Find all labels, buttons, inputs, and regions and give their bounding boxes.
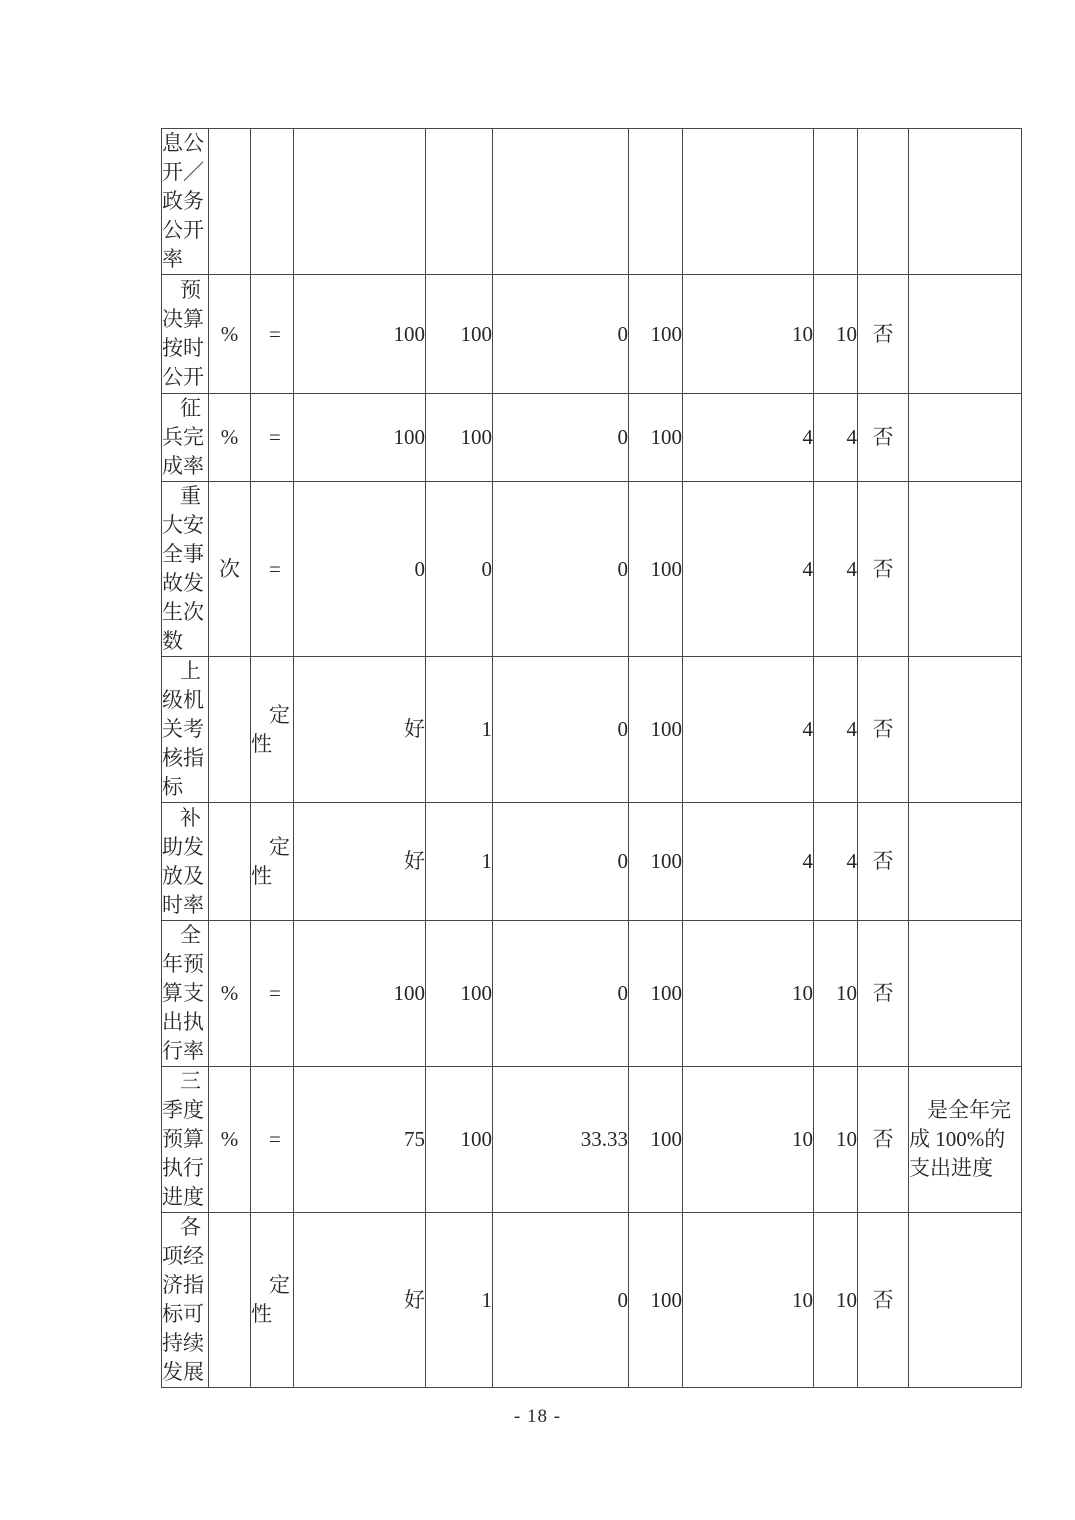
score-cell: 10: [814, 1067, 858, 1213]
indicator-cell: 各项经济指标可持续发展: [162, 1213, 209, 1388]
table-row: [162, 921, 1022, 1067]
weight-cell: 10: [683, 275, 814, 394]
note-cell: [909, 657, 1022, 803]
deviation-flag-cell: 否: [858, 1067, 909, 1213]
table-row: [162, 129, 1022, 275]
note-cell: [909, 129, 1022, 275]
deviation-rate-cell: 0: [493, 275, 629, 394]
indicator-cell: 补助发放及时率: [162, 803, 209, 921]
weight-cell: 4: [683, 657, 814, 803]
nature-cell: =: [251, 394, 294, 482]
nature-cell: =: [251, 275, 294, 394]
deviation-flag-cell: 否: [858, 275, 909, 394]
note-cell: [909, 803, 1022, 921]
note-cell: [909, 921, 1022, 1067]
score-cell: 4: [814, 394, 858, 482]
annual-target-cell: 0: [294, 482, 426, 657]
completion-rate-cell: 100: [629, 921, 683, 1067]
annual-target-cell: [294, 129, 426, 275]
deviation-flag-cell: 否: [858, 921, 909, 1067]
deviation-flag-cell: 否: [858, 482, 909, 657]
annual-target-cell: 100: [294, 394, 426, 482]
unit-cell: [209, 657, 251, 803]
unit-cell: [209, 803, 251, 921]
unit-cell: %: [209, 275, 251, 394]
score-cell: 10: [814, 921, 858, 1067]
score-cell: 10: [814, 1213, 858, 1388]
completion-rate-cell: 100: [629, 275, 683, 394]
table-row: [162, 1067, 1022, 1213]
nature-cell: =: [251, 1067, 294, 1213]
score-cell: 4: [814, 657, 858, 803]
nature-cell: =: [251, 921, 294, 1067]
deviation-flag-cell: 否: [858, 657, 909, 803]
score-cell: 4: [814, 482, 858, 657]
actual-value-cell: 1: [426, 1213, 493, 1388]
actual-value-cell: 1: [426, 803, 493, 921]
actual-value-cell: 100: [426, 1067, 493, 1213]
score-cell: 4: [814, 803, 858, 921]
table-row: [162, 394, 1022, 482]
unit-cell: [209, 129, 251, 275]
unit-cell: %: [209, 1067, 251, 1213]
deviation-rate-cell: 0: [493, 482, 629, 657]
actual-value-cell: [426, 129, 493, 275]
weight-cell: 4: [683, 803, 814, 921]
note-cell: [909, 482, 1022, 657]
deviation-flag-cell: 否: [858, 394, 909, 482]
annual-target-cell: 好: [294, 657, 426, 803]
weight-cell: 10: [683, 1213, 814, 1388]
note-cell: [909, 1213, 1022, 1388]
weight-cell: 10: [683, 921, 814, 1067]
actual-value-cell: 100: [426, 275, 493, 394]
note-cell: [909, 275, 1022, 394]
indicator-cell: 三季度预算执行进度: [162, 1067, 209, 1213]
weight-cell: 4: [683, 394, 814, 482]
deviation-rate-cell: 0: [493, 921, 629, 1067]
table-row: [162, 275, 1022, 394]
deviation-rate-cell: [493, 129, 629, 275]
annual-target-cell: 75: [294, 1067, 426, 1213]
deviation-flag-cell: [858, 129, 909, 275]
actual-value-cell: 100: [426, 921, 493, 1067]
completion-rate-cell: 100: [629, 803, 683, 921]
indicator-cell: 息公开／政务公开率: [162, 129, 209, 275]
table-row: [162, 803, 1022, 921]
weight-cell: 10: [683, 1067, 814, 1213]
nature-cell: =: [251, 482, 294, 657]
indicator-cell: 征兵完成率: [162, 394, 209, 482]
unit-cell: %: [209, 921, 251, 1067]
completion-rate-cell: 100: [629, 394, 683, 482]
indicator-cell: 重大安全事故发生次数: [162, 482, 209, 657]
deviation-rate-cell: 0: [493, 803, 629, 921]
note-cell: [909, 394, 1022, 482]
annual-target-cell: 100: [294, 275, 426, 394]
actual-value-cell: 100: [426, 394, 493, 482]
completion-rate-cell: 100: [629, 657, 683, 803]
table-row: [162, 482, 1022, 657]
completion-rate-cell: 100: [629, 1067, 683, 1213]
score-cell: [814, 129, 858, 275]
completion-rate-cell: 100: [629, 1213, 683, 1388]
deviation-flag-cell: 否: [858, 803, 909, 921]
unit-cell: %: [209, 394, 251, 482]
nature-cell: 定性: [251, 657, 294, 803]
annual-target-cell: 好: [294, 803, 426, 921]
unit-cell: [209, 1213, 251, 1388]
indicator-cell: 上级机关考核指标: [162, 657, 209, 803]
weight-cell: 4: [683, 482, 814, 657]
table-row: [162, 657, 1022, 803]
nature-cell: 定性: [251, 803, 294, 921]
deviation-rate-cell: 33.33: [493, 1067, 629, 1213]
deviation-flag-cell: 否: [858, 1213, 909, 1388]
weight-cell: [683, 129, 814, 275]
table-row: [162, 1213, 1022, 1388]
page-number: - 18 -: [513, 1406, 562, 1427]
annual-target-cell: 100: [294, 921, 426, 1067]
annual-target-cell: 好: [294, 1213, 426, 1388]
deviation-rate-cell: 0: [493, 1213, 629, 1388]
indicator-cell: 全年预算支出执行率: [162, 921, 209, 1067]
actual-value-cell: 0: [426, 482, 493, 657]
completion-rate-cell: 100: [629, 482, 683, 657]
note-cell: 是全年完成 100%的支出进度: [909, 1067, 1022, 1213]
completion-rate-cell: [629, 129, 683, 275]
deviation-rate-cell: 0: [493, 657, 629, 803]
actual-value-cell: 1: [426, 657, 493, 803]
nature-cell: 定性: [251, 1213, 294, 1388]
score-cell: 10: [814, 275, 858, 394]
unit-cell: 次: [209, 482, 251, 657]
indicator-cell: 预决算按时公开: [162, 275, 209, 394]
deviation-rate-cell: 0: [493, 394, 629, 482]
performance-indicator-table: [161, 128, 1022, 1388]
nature-cell: [251, 129, 294, 275]
